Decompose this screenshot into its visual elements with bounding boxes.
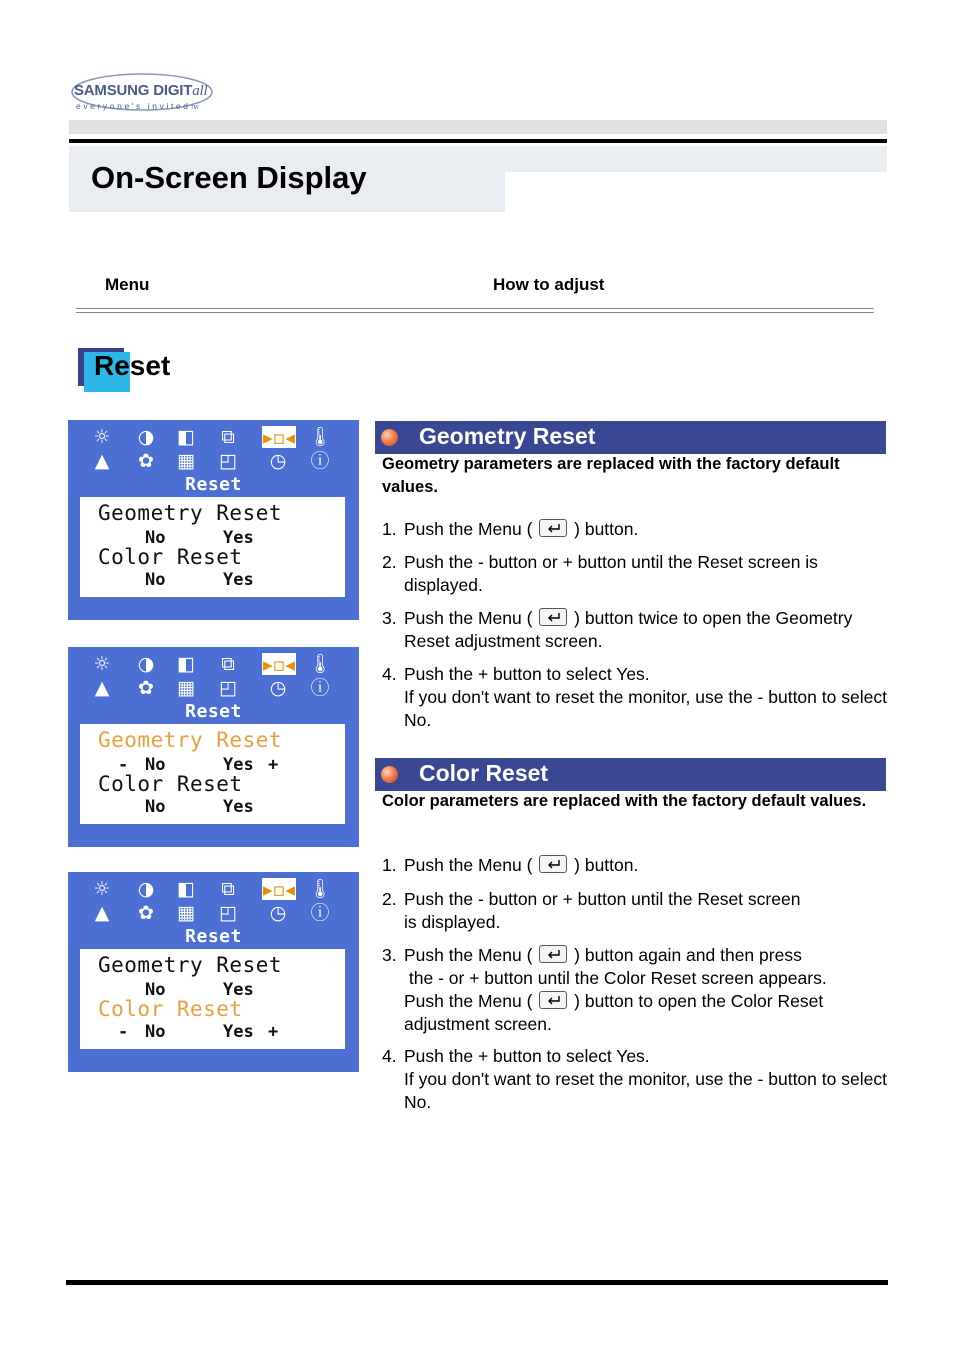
degauss-icon: ✿	[138, 677, 154, 699]
size-icon: ⧉	[221, 426, 235, 448]
geometry-reset-heading-bar	[375, 421, 886, 454]
position-icon: ◧	[177, 878, 195, 900]
brightness-icon: ☼	[93, 653, 111, 675]
osd-menu-label: Reset	[185, 926, 242, 947]
color-temp-icon: 🌡	[308, 653, 333, 675]
osd-panel	[80, 497, 345, 597]
geometry-icon: ▲	[94, 902, 110, 924]
menu-enter-key-icon	[539, 608, 567, 626]
osd-panel	[80, 724, 345, 824]
footer-rule	[66, 1280, 888, 1285]
title-band	[69, 146, 887, 212]
column-header-how-to-adjust: How to adjust	[493, 275, 605, 294]
bullet-icon	[381, 766, 398, 783]
info-icon: ⓘ	[310, 677, 330, 699]
reset-icon: ▸▫◂	[263, 654, 295, 676]
logo-brand: SAMSUNG DIGITall	[74, 82, 208, 99]
pincushion-icon: ◰	[219, 677, 237, 699]
moire-icon: ▦	[177, 677, 195, 699]
samsung-logo	[70, 70, 215, 114]
geometry-icon: ▲	[94, 677, 110, 699]
osd-geometry-reset-selected: Geometry Reset	[98, 728, 283, 752]
osd-option-yes: Yes	[223, 980, 254, 1000]
osd-timer-icon: ◷	[269, 902, 287, 924]
moire-icon: ▦	[177, 450, 195, 472]
moire-icon: ▦	[177, 902, 195, 924]
contrast-icon: ◑	[137, 426, 155, 448]
menu-enter-key-icon	[539, 991, 567, 1009]
osd-menu-label: Reset	[185, 701, 242, 722]
logo-tagline: everyone's invitedTM	[76, 101, 198, 111]
osd-plus: +	[268, 755, 279, 775]
osd-geometry-reset: Geometry Reset	[98, 953, 283, 977]
size-icon: ⧉	[221, 878, 235, 900]
geometry-reset-lead: Geometry parameters are replaced with the factory default values.	[382, 455, 840, 496]
osd-color-reset-selected: Color Reset	[98, 997, 243, 1021]
osd-color-reset: Color Reset	[98, 772, 243, 796]
osd-option-no: No	[145, 980, 166, 1000]
osd-minus: -	[118, 755, 129, 775]
osd-screenshot-reset	[68, 420, 359, 620]
osd-option-no: No	[145, 528, 166, 548]
divider	[76, 308, 874, 309]
menu-enter-key-icon	[539, 855, 567, 873]
header-grey-strip	[69, 120, 887, 134]
reset-icon: ▸▫◂	[263, 427, 295, 449]
color-reset-heading: Color Reset	[419, 760, 549, 786]
menu-enter-key-icon	[539, 519, 567, 537]
osd-screenshot-geometry-reset	[68, 647, 359, 847]
size-icon: ⧉	[221, 653, 235, 675]
osd-option-yes: Yes	[223, 755, 254, 775]
osd-option-yes: Yes	[223, 797, 254, 817]
column-header-menu: Menu	[105, 275, 150, 294]
color-reset-heading-bar	[375, 758, 886, 791]
osd-option-yes: Yes	[223, 1022, 254, 1042]
header-rule	[69, 139, 887, 143]
info-icon: ⓘ	[310, 450, 330, 472]
osd-minus: -	[118, 1022, 129, 1042]
osd-option-no: No	[145, 797, 166, 817]
position-icon: ◧	[177, 426, 195, 448]
brightness-icon: ☼	[93, 426, 111, 448]
osd-timer-icon: ◷	[269, 450, 287, 472]
color-reset-lead: Color parameters are replaced with the factory default values.	[382, 792, 867, 810]
info-icon: ⓘ	[310, 902, 330, 924]
osd-option-no: No	[145, 570, 166, 590]
degauss-icon: ✿	[138, 450, 154, 472]
section-title: Reset	[94, 350, 171, 381]
contrast-icon: ◑	[137, 653, 155, 675]
pincushion-icon: ◰	[219, 450, 237, 472]
geometry-icon: ▲	[94, 450, 110, 472]
osd-menu-label: Reset	[185, 474, 242, 495]
degauss-icon: ✿	[138, 902, 154, 924]
osd-option-no: No	[145, 755, 166, 775]
osd-timer-icon: ◷	[269, 677, 287, 699]
geometry-reset-heading: Geometry Reset	[419, 423, 596, 449]
divider	[76, 312, 874, 313]
osd-color-reset: Color Reset	[98, 545, 243, 569]
osd-option-yes: Yes	[223, 570, 254, 590]
bullet-icon	[381, 429, 398, 446]
contrast-icon: ◑	[137, 878, 155, 900]
osd-panel	[80, 949, 345, 1049]
brightness-icon: ☼	[93, 878, 111, 900]
menu-enter-key-icon	[539, 945, 567, 963]
position-icon: ◧	[177, 653, 195, 675]
page-title: On-Screen Display	[91, 160, 367, 195]
osd-geometry-reset: Geometry Reset	[98, 501, 283, 525]
osd-option-no: No	[145, 1022, 166, 1042]
reset-icon: ▸▫◂	[263, 879, 295, 901]
color-temp-icon: 🌡	[308, 426, 333, 448]
osd-plus: +	[268, 1022, 279, 1042]
osd-option-yes: Yes	[223, 528, 254, 548]
pincushion-icon: ◰	[219, 902, 237, 924]
osd-screenshot-color-reset	[68, 872, 359, 1072]
color-temp-icon: 🌡	[308, 878, 333, 900]
